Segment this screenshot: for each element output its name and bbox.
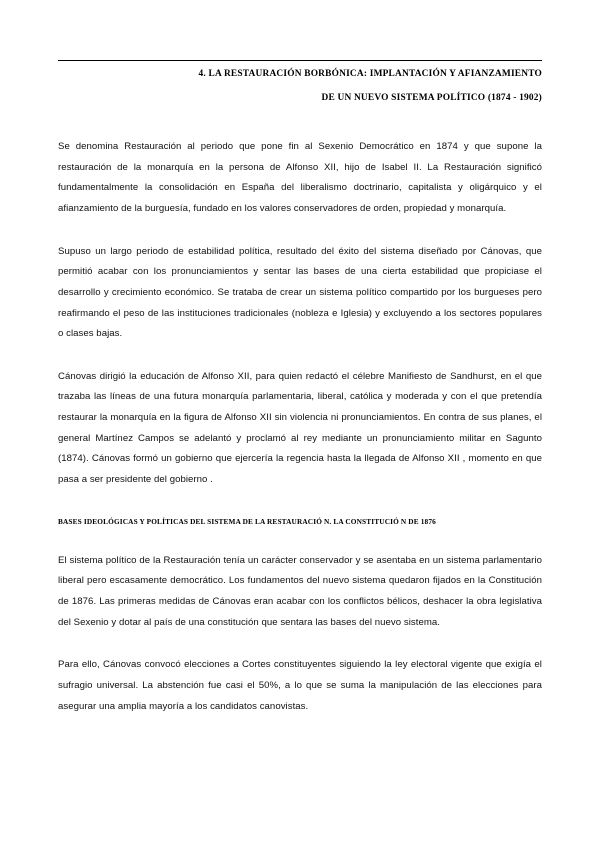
document-title xyxy=(58,60,542,107)
title-line-2: DE UN NUEVO SISTEMA POLÍTICO (1874 - 1902) xyxy=(321,93,542,104)
paragraph-2: Supuso un largo periodo de estabilidad política, resultado del éxito del sistema diseñado por Cánovas, que permitió acabar con los pronunciamientos y sentar las bases de una cierta estabilidad que propiciase el desarrollo y crecimiento económico. Se trataba de crear un sistema político compartido por los burgueses pero reafirmando el peso de las instituciones tradicionales (nobleza e Iglesia) y excluyendo a los sectores populares o clases bajas. xyxy=(58,245,542,340)
paragraph-4: El sistema político de la Restauración tenía un carácter conservador y se asentaba en un sistema parlamentario liberal pero escasamente democrático. Los fundamentos del nuevo sistema quedaron fijados en la Constitución de 1876. Las primeras medidas de Cánovas eran acabar con los conflictos bélicos, deshacer la obra legislativa del Sexenio y dotar al país de una constitución que sentara las bases del nuevo sistema. xyxy=(58,554,542,628)
paragraph-3: Cánovas dirigió la educación de Alfonso XII, para quien redactó el célebre Manifiesto de Sandhurst, en el que trazaba las líneas de una futura monarquía parlamentaria, liberal, católica y moderada y con el que pretendía restaurar la monarquía en la figura de Alfonso XII sin violencia ni pronunciamientos. En contra de sus planes, el general Martínez Campos se adelantó y proclamó al rey mediante un pronunciamiento militar en Sagunto (1874). Cánovas formó un gobierno que ejercería la regencia hasta la llegada de Alfonso XII , momento en que pasa a ser presidente del gobierno . xyxy=(58,370,542,485)
paragraph-1: Se denomina Restauración al periodo que pone fin al Sexenio Democrático en 1874 y que supone la restauración de la monarquía en la persona de Alfonso XII, hijo de Isabel II. La Restauración significó fundamentalmente la consolidación en España del liberalismo doctrinario, capitalista y oligárquico y el afianzamiento de la burguesía, fundado en los valores conservadores de orden, propiedad y monarquía. xyxy=(58,141,542,215)
section-subheading: BASES IDEOLÓGICAS Y POLÍTICAS DEL SISTEMA DE LA RESTAURACIÓ N. LA CONSTITUCIÓ N DE 1876 xyxy=(58,516,436,526)
title-line-1: 4. LA RESTAURACIÓN BORBÓNICA: IMPLANTACIÓN Y AFIANZAMIENTO xyxy=(58,60,542,83)
paragraph-5: Para ello, Cánovas convocó elecciones a Cortes constituyentes siguiendo la ley electoral vigente que exigía el sufragio universal. La abstención fue casi el 50%, a lo que se suma la manipulación de las elecciones para asegurar una amplia mayoría a los candidatos canovistas. xyxy=(58,659,542,712)
